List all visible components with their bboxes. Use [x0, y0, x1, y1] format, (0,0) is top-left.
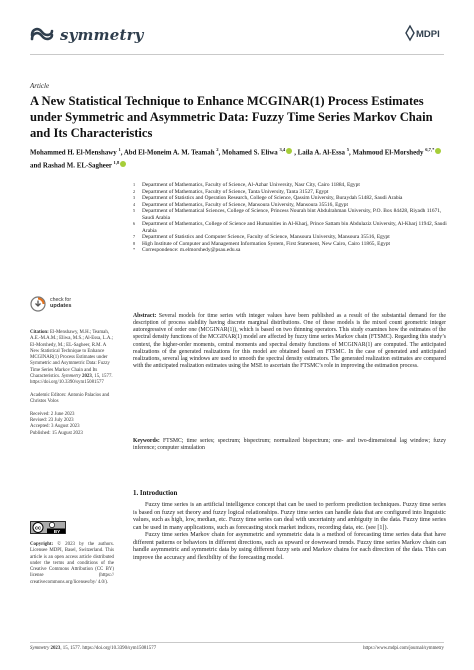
article-type: Article: [30, 82, 50, 90]
author-name[interactable]: Mohamed S. Eliwa: [222, 149, 280, 157]
keywords-text: FTSMC; time series; spectrum; bispectrum; normalized bispectrum; one- and two-dimensional lag window; fuzzy inference; computer simulation: [133, 438, 446, 452]
author-separator: ,: [120, 149, 124, 157]
academic-editors: Academic Editors: Antonio Palacios and Christos Volos: [30, 392, 110, 405]
author-name[interactable]: Mohammed H. El-Menshawy: [30, 149, 119, 157]
affiliation-number: *: [133, 247, 136, 252]
intro-paragraph: Fuzzy time series Markov chain for asymmetric and symmetric data is a method of forecasting time series data that have different patterns or behaviors in different directions, such as upward or downward trends. Fuzzy time series Markov chain can handle asymmetric and symmetric data by using different fuzzy sets and Markov chains for each direction of the data. This can improve the accuracy and flexibility of the forecasting model.: [133, 532, 446, 561]
journal-name: symmetry: [60, 26, 144, 44]
citation-journal: Symmetry: [61, 374, 81, 380]
author-name[interactable]: Mahmoud El-Morshedy: [352, 149, 426, 157]
date-received: Received: 2 June 2023: [30, 411, 75, 417]
abstract: [133, 313, 446, 370]
footer-journal: Symmetry: [30, 646, 50, 651]
footer-citation: [30, 646, 156, 651]
date-published: Published: 15 August 2023: [30, 430, 83, 436]
affiliation-text: Department of Statistics and Computer Science, Faculty of Science, Mansoura University, Mansoura 35516, Egypt: [142, 234, 390, 240]
affiliation-item: [133, 221, 453, 234]
author-name[interactable]: Rashad M. EL-Sagheer: [42, 162, 114, 170]
author-separator: ,: [218, 149, 223, 157]
check-for-updates[interactable]: [30, 296, 71, 312]
affiliation-text: High Institute of Computer and Management Information System, First Statement, New Cairo, Cairo 11865, Egypt: [142, 240, 391, 247]
symmetry-logo-icon: [30, 25, 54, 45]
author-affiliation-marker: 6,7,*: [425, 147, 435, 152]
author-affiliation-marker: 1,8: [113, 159, 120, 165]
affiliation-number: 2: [133, 188, 136, 194]
affiliation-text: Department of Statistics and Operation Research, College of Science, Qassim University, Buraydah 51482, Saudi Arabia: [142, 195, 403, 201]
publisher-name: MDPI: [416, 29, 440, 40]
author-affiliation-marker: 2: [216, 147, 219, 152]
affiliation-text: Department of Mathematics, Faculty of Science, Mansoura University, Mansoura 35516, Egypt: [142, 201, 348, 208]
author-separator: ,: [348, 149, 353, 157]
affiliation-number: 5: [133, 208, 136, 213]
date-revised: Revised: 23 July 2023: [30, 418, 74, 424]
citation-doi[interactable]: , 15, 1577. https://doi.org/10.3390/sym15081577: [30, 374, 113, 386]
orcid-icon[interactable]: [286, 148, 292, 154]
affiliation-number: 7: [133, 234, 136, 239]
date-accepted: Accepted: 3 August 2023: [30, 424, 80, 430]
citation-label: Citation:: [30, 330, 49, 335]
citation-text: El-Menshawy, M.H.; Teamah, A.E.-M.A.M.; Eliwa, M.S.; Al-Essa, L.A.; El-Morshedy, M.; EL-Sagheer, R.M. A New Statistical Technique to Enhance MCGINAR(1) Process Estimates under Symmetric and Asymmetric Data: Fuzzy Time Series Markov Chain and Its Characteristics.: [30, 330, 114, 380]
section-heading-introduction: 1. Introduction: [133, 490, 178, 497]
check-updates-line1: check for: [50, 297, 72, 304]
orcid-icon[interactable]: [435, 148, 441, 154]
footer-journal-url[interactable]: https://www.mdpi.com/journal/symmetry: [363, 646, 444, 651]
affiliation-text: Correspondence: m.elmorshedy@psau.edu.sa: [142, 247, 241, 253]
footer-divider: [30, 642, 444, 643]
mdpi-logo-icon[interactable]: [404, 24, 444, 42]
affiliation-number: 3: [133, 195, 136, 200]
author-affiliation-marker: 3,4: [279, 147, 286, 152]
affiliation-item: [133, 208, 453, 221]
keywords-label: Keywords:: [133, 438, 160, 444]
affiliation-text: Department of Mathematics, College of Science and Humanities in Al-Kharj, Prince Sattam bin Abdulaziz University, Al-Kharj 11942, Saudi Arabia: [142, 221, 447, 234]
citation: [30, 330, 114, 387]
affiliation-item: [133, 247, 453, 254]
author-separator: and: [30, 162, 43, 170]
dates-block: [30, 412, 114, 437]
cc-by-license-icon[interactable]: [30, 521, 66, 534]
check-updates-icon: [30, 296, 46, 312]
author-affiliation-marker: 5: [346, 147, 349, 152]
affiliation-text: Department of Mathematical Sciences, College of Science, Princess Nourah bint Abdulrahman University, P.O. Box 84428, Riyadh 11671, Saudi Arabia: [142, 208, 442, 221]
cc-label: cc: [34, 525, 42, 532]
affiliation-text: Department of Mathematics, Faculty of Science, Al-Azhar University, Nasr City, Cairo 11884, Egypt: [142, 182, 360, 188]
copyright-label: Copyright:: [30, 542, 54, 547]
orcid-icon[interactable]: [120, 161, 126, 167]
affiliation-number: 6: [133, 221, 136, 226]
author-name[interactable]: Laila A. Al-Essa: [297, 149, 347, 157]
affiliation-number: 8: [133, 240, 136, 246]
affiliation-number: 1: [133, 182, 136, 187]
author-separator: ,: [294, 149, 298, 157]
journal-header: [30, 22, 144, 48]
copyright-notice: [30, 542, 114, 586]
check-updates-line2: updates: [50, 303, 72, 309]
author-name[interactable]: Abd El-Moneim A. M. Teamah: [123, 149, 217, 157]
abstract-label: Abstract:: [133, 313, 157, 319]
affiliation-list: [133, 182, 453, 254]
footer-doi[interactable]: , 15, 1577. https://doi.org/10.3390/sym15081577: [60, 646, 157, 651]
author-affiliation-marker: 1: [118, 147, 121, 152]
citation-year: 2023: [80, 374, 92, 380]
footer-year: 2023: [49, 646, 61, 651]
affiliation-number: 4: [133, 201, 136, 207]
introduction-body: [133, 502, 446, 562]
affiliation-text: Department of Mathematics, Faculty of Science, Tanta University, Tanta 31527, Egypt: [142, 188, 329, 195]
paper-title: A New Statistical Technique to Enhance MCGINAR(1) Process Estimates under Symmetric and Asymmetric Data: Fuzzy Time Series Markov Chain and Its Characteristics: [30, 94, 433, 140]
header-divider: [30, 54, 444, 55]
intro-paragraph: Fuzzy time series is an artificial intelligence concept that can be used to perform prediction techniques. Fuzzy time series is based on fuzzy set theory and fuzzy logical relationships. Fuzzy time series can handle data that are configured into linguistic values, such as high, low, median, etc. Fuzzy time series can deal with uncertainty and ambiguity in the data. Fuzzy time series can be used in many applications, such as forecasting stock market indices, recording data, etc. (see [1]).: [133, 502, 446, 531]
keywords: [133, 438, 446, 452]
abstract-text: Several models for time series with integer values have been published as a result of the substantial demand for the description of process stability having discrete marginal distributions. One of these models is the mixed count geometric integer autoregressive of order one (MCGINAR(1)), which is based on two thinning operators. This study examines how the estimates of the spectral density functions of the MCGINAR(1) model are affected by fuzzy time series Markov chain (FTSMC). Regarding this study’s context, the higher-order moments, central moments and spectral density functions of MCGINAR(1) are computed. The anticipated realizations of the generated realizations for this model are obtained based on FTSMC. In the case of generated and anticipated realizations, several lag windows are used to smooth the spectral density estimators. The generated realization estimates are compared with the anticipated realization estimates using the MSE to ascertain the FTSMC’s role in improving the estimation process.: [133, 313, 446, 370]
author-list: [30, 145, 450, 171]
by-label: BY: [53, 528, 61, 534]
copyright-text: © 2023 by the authors. Licensee MDPI, Basel, Switzerland. This article is an open access article distributed under the terms and conditions of the Creative Commons Attribution (CC BY) license (https:// creativecommons.org/licenses/by/ 4.0/).: [30, 542, 114, 585]
article-info-column: [30, 330, 114, 443]
